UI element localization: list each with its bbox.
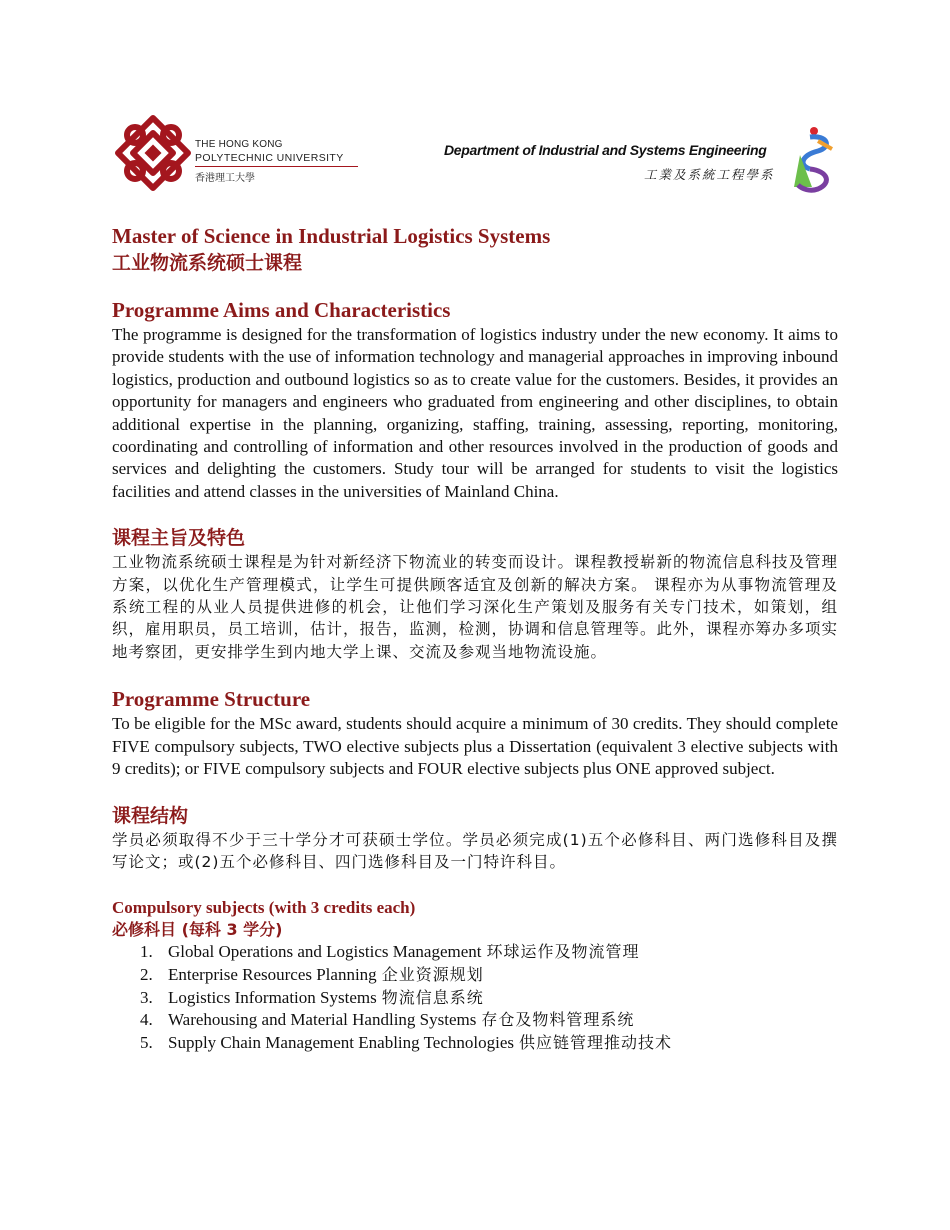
subject-name-en: Global Operations and Logistics Management [168,942,482,962]
ise-department-logo-icon [788,125,838,193]
subject-name-zh: 企业资源规划 [381,964,484,984]
university-name-line2: POLYTECHNIC UNIVERSITY [195,152,344,164]
department-name-zh: 工業及系統工程學系 [644,167,775,182]
document-body [112,222,838,1054]
structure-paragraph-en: To be eligible for the MSc award, students should acquire a minimum of 30 credits. They should complete FIVE compulsory subjects, TWO elective subjects plus a Dissertation (equivalent 3 elective subjects with 9 credits); or FIVE compulsory subjects and FOUR elective subjects plus ONE approved subject. [112,714,838,779]
list-item [112,1009,838,1032]
compulsory-heading-en: Compulsory subjects (with 3 credits each) [112,898,416,918]
list-item [112,941,838,964]
aims-paragraph-zh: 工业物流系统硕士课程是为针对新经济下物流业的转变而设计。课程教授崭新的物流信息科技及管理方案，以优化生产管理模式，让学生可提供顾客适宜及创新的解决方案。 课程亦为从事物流管理及系统工程的从业人员提供进修的机会，让他们学习深化生产策划及服务有关专门技术，如策划，组织，雇用职员，员工培训，估计，报告，监测，检测，协调和信息管理等。此外，课程亦筹办多项实地考察团，更安排学生到内地大学上课、交流及参观当地物流设施。 [112,553,839,661]
department-header [444,125,839,195]
list-item [112,987,838,1010]
subject-name-en: Warehousing and Material Handling Systems [168,1010,477,1030]
subject-name-en: Supply Chain Management Enabling Technologies [168,1032,514,1052]
university-name-chinese: 香港理工大學 [195,173,255,184]
structure-heading-zh: 课程结构 [112,804,189,827]
aims-heading-zh: 课程主旨及特色 [112,527,246,550]
programme-title-en: Master of Science in Industrial Logistics Systems [112,224,551,248]
compulsory-heading-zh: 必修科目 (每科 3 学分) [112,920,283,940]
subject-name-en: Logistics Information Systems [168,987,377,1007]
university-name-line1: THE HONG KONG [195,139,283,150]
list-item-number: 1. [140,942,153,962]
list-item-number: 2. [140,964,153,984]
list-item-number: 4. [140,1010,153,1030]
aims-heading-en: Programme Aims and Characteristics [112,298,451,322]
subject-name-en: Enterprise Resources Planning [168,964,377,984]
compulsory-subject-list [112,941,838,1054]
list-item [112,964,838,987]
polyu-emblem-icon [113,113,193,193]
aims-paragraph-en: The programme is designed for the transformation of logistics industry under the new economy. It aims to provide students with the use of information technology and managerial approaches in improving inbound logistics, production and outbound logistics so as to create value for the customers. Besides, it provides an opportunity for managers and engineers who graduated from engineering and other disciplines, to obtain additional expertise in the planning, organizing, staffing, training, assessing, reporting, monitoring, coordinating and controlling of information and other resources involved in the production of goods and services and delighting the customers. Study tour will be arranged for students to visit the logistics facilities and attend classes in the universities of Mainland China. [112,325,838,501]
university-logo [113,113,363,193]
university-name-rule [195,166,358,167]
list-item [112,1032,838,1055]
list-item-number: 5. [140,1032,153,1052]
list-item-number: 3. [140,987,153,1007]
programme-title-zh: 工业物流系统硕士课程 [112,252,303,274]
subject-name-zh: 环球运作及物流管理 [486,942,640,962]
structure-paragraph-zh: 学员必须取得不少于三十学分才可获硕士学位。学员必须完成(1)五个必修科目、两门选修科目及撰写论文；或(2)五个必修科目、四门选修科目及一门特许科目。 [112,830,838,871]
subject-name-zh: 物流信息系统 [381,987,484,1007]
structure-heading-en: Programme Structure [112,687,311,712]
department-name-en: Department of Industrial and Systems Engineering [444,142,767,158]
subject-name-zh: 供应链管理推动技术 [519,1032,673,1052]
subject-name-zh: 存仓及物料管理系统 [481,1010,635,1030]
